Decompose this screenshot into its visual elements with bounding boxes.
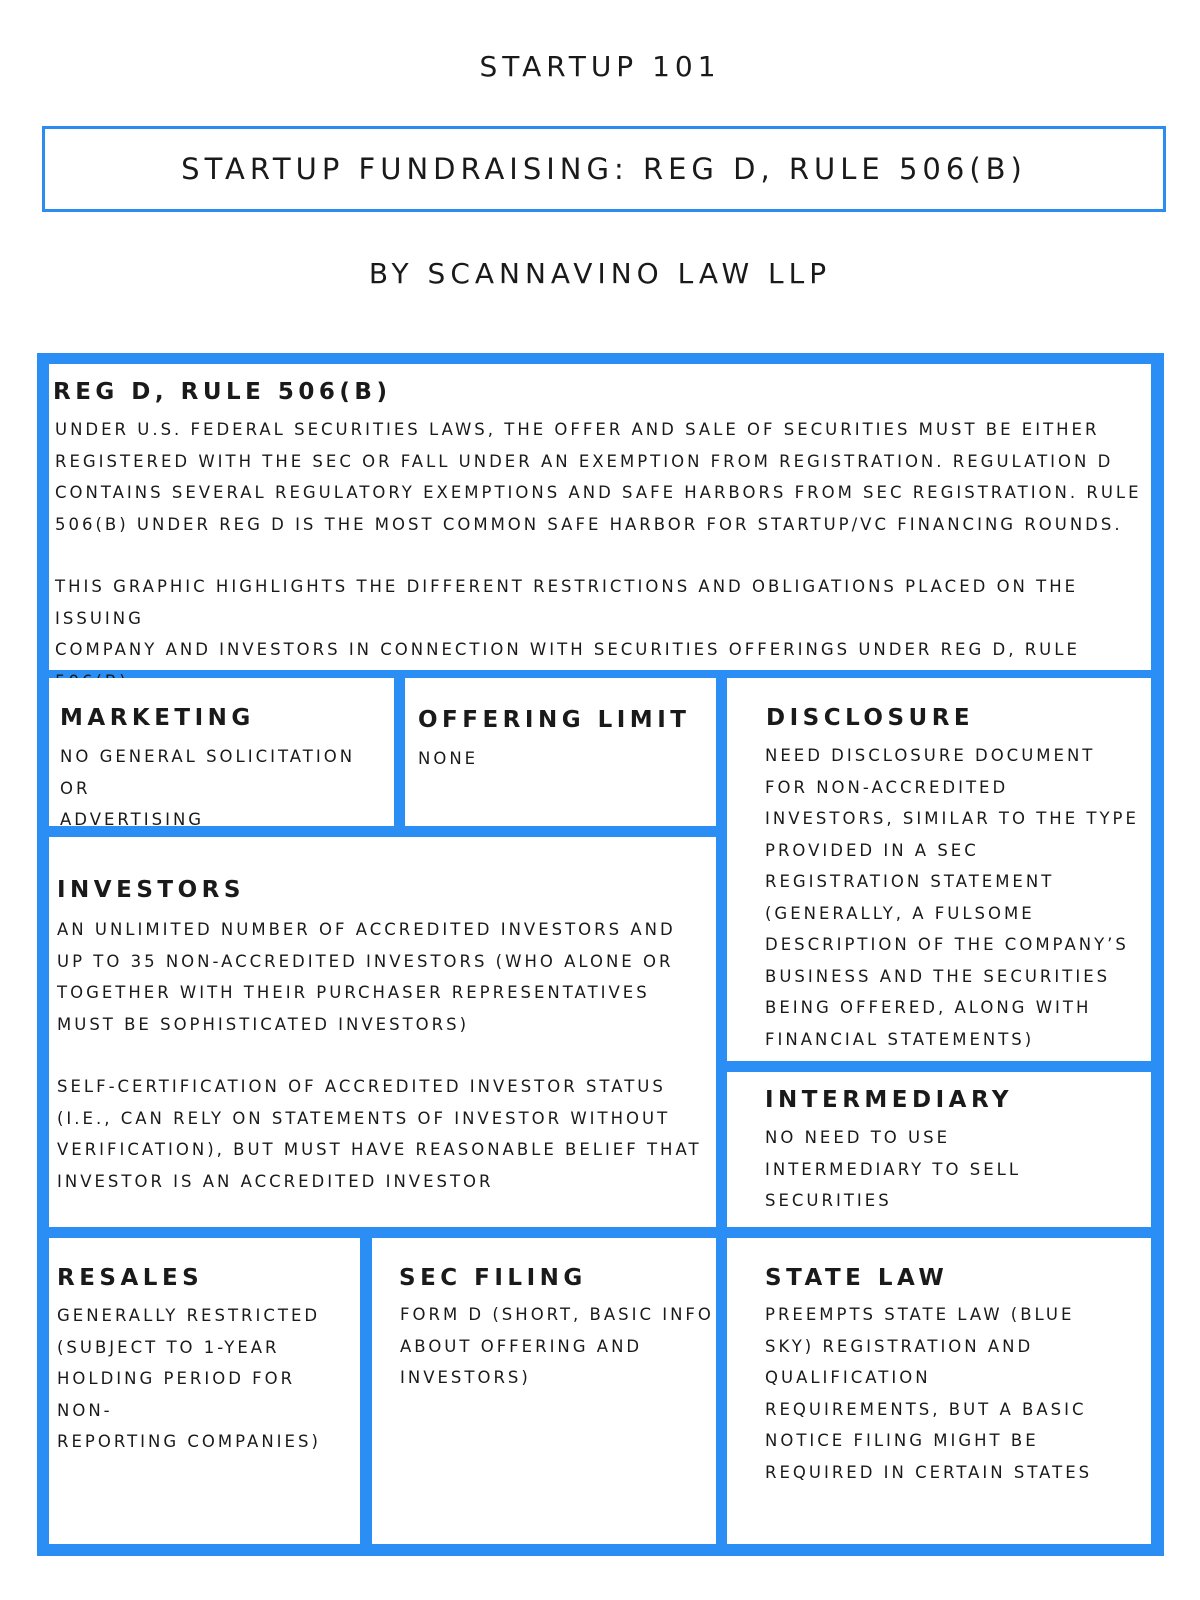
text-line: ABOUT OFFERING AND [400, 1336, 643, 1356]
resales-cell [49, 1238, 360, 1544]
text-line: BEING OFFERED, ALONG WITH [765, 998, 1092, 1017]
resales-heading: RESALES [57, 1265, 204, 1291]
disclosure-cell [727, 678, 1151, 1061]
text-line: REPORTING COMPANIES) [57, 1432, 321, 1451]
state-law-heading: STATE LAW [765, 1265, 949, 1291]
text-line: UP TO 35 NON-ACCREDITED INVESTORS (WHO ALONE OR [57, 951, 674, 971]
text-line: SECURITIES [765, 1191, 892, 1210]
text-line: NONE [418, 749, 479, 768]
offering-limit-heading: OFFERING LIMIT [418, 707, 691, 733]
text-line: NO NEED TO USE [765, 1128, 951, 1147]
text-line: NEED DISCLOSURE DOCUMENT [765, 746, 1096, 765]
text-line: NOTICE FILING MIGHT BE [765, 1431, 1039, 1450]
page-title: STARTUP FUNDRAISING: REG D, RULE 506(B) [181, 152, 1027, 186]
state-law-cell [727, 1238, 1151, 1544]
text-line: PREEMPTS STATE LAW (BLUE [765, 1305, 1075, 1324]
disclosure-heading: DISCLOSURE [766, 705, 975, 731]
text-line: QUALIFICATION [765, 1368, 931, 1387]
text-line: INVESTORS) [400, 1368, 531, 1387]
title-box [42, 126, 1166, 212]
intro-cell [49, 364, 1151, 670]
text-line: REGISTRATION STATEMENT [765, 872, 1055, 891]
text-line: UNDER U.S. FEDERAL SECURITIES LAWS, THE OFFER AND SALE OF SECURITIES MUST BE EITHER [55, 420, 1100, 439]
text-line: FOR NON-ACCREDITED [765, 777, 1009, 797]
text-line: COMPANY AND INVESTORS IN CONNECTION WITH SECURITIES OFFERINGS UNDER REG D, RULE [55, 640, 1080, 659]
text-line: 506(B) UNDER REG D IS THE MOST COMMON SAFE HARBOR FOR STARTUP/VC FINANCING ROUNDS. [55, 514, 1123, 534]
investors-paragraph-2 [57, 1071, 712, 1197]
text-line: SELF-CERTIFICATION OF ACCREDITED INVESTOR STATUS [57, 1077, 666, 1096]
byline: BY SCANNAVINO LAW LLP [368, 257, 832, 290]
marketing-heading: MARKETING [60, 705, 255, 731]
text-line: (I.E., CAN RELY ON STATEMENTS OF INVESTOR WITHOUT [57, 1108, 671, 1128]
text-line: SKY) REGISTRATION AND [765, 1336, 1034, 1356]
text-line: PROVIDED IN A SEC [765, 840, 979, 860]
offering-limit-cell [405, 678, 716, 826]
intermediary-heading: INTERMEDIARY [765, 1087, 1014, 1113]
text-line: INVESTORS, SIMILAR TO THE TYPE [765, 809, 1139, 828]
investors-cell [49, 837, 716, 1227]
sec-filing-heading: SEC FILING [399, 1265, 587, 1291]
text-line: (SUBJECT TO 1-YEAR [57, 1337, 280, 1357]
text-line: CONTAINS SEVERAL REGULATORY EXEMPTIONS AND SAFE HARBORS FROM SEC REGISTRATION. RULE [55, 483, 1142, 502]
text-line: REQUIREMENTS, BUT A BASIC [765, 1399, 1087, 1419]
text-line: DESCRIPTION OF THE COMPANY’S [765, 935, 1129, 954]
intro-heading: REG D, RULE 506(B) [53, 379, 392, 405]
investors-paragraph-1 [57, 914, 712, 1040]
text-line: HOLDING PERIOD FOR NON- [57, 1369, 296, 1420]
text-line: BUSINESS AND THE SECURITIES [765, 966, 1111, 986]
text-line: INTERMEDIARY TO SELL [765, 1159, 1022, 1179]
text-line: GENERALLY RESTRICTED [57, 1306, 321, 1325]
marketing-cell [49, 678, 394, 829]
text-line: THIS GRAPHIC HIGHLIGHTS THE DIFFERENT RESTRICTIONS AND OBLIGATIONS PLACED ON THE ISSUING [55, 577, 1079, 628]
text-line: AN UNLIMITED NUMBER OF ACCREDITED INVESTORS AND [57, 920, 676, 939]
text-line: VERIFICATION), BUT MUST HAVE REASONABLE BELIEF THAT [57, 1140, 702, 1159]
intro-paragraph-1 [55, 414, 1155, 540]
text-line: TOGETHER WITH THEIR PURCHASER REPRESENTATIVES [57, 983, 650, 1002]
text-line: FORM D (SHORT, BASIC INFO [400, 1305, 714, 1324]
text-line: FINANCIAL STATEMENTS) [765, 1029, 1035, 1049]
text-line: (GENERALLY, A FULSOME [765, 903, 1035, 923]
sec-filing-cell [372, 1238, 716, 1544]
investors-heading: INVESTORS [57, 877, 245, 903]
page-kicker: STARTUP 101 [479, 50, 721, 83]
text-line: NO GENERAL SOLICITATION OR [60, 747, 356, 798]
text-line: REGISTERED WITH THE SEC OR FALL UNDER AN EXEMPTION FROM REGISTRATION. REGULATION D [55, 451, 1114, 471]
text-line: INVESTOR IS AN ACCREDITED INVESTOR [57, 1171, 494, 1191]
text-line: ADVERTISING [60, 810, 205, 829]
text-line: MUST BE SOPHISTICATED INVESTORS) [57, 1014, 470, 1034]
intermediary-cell [727, 1072, 1151, 1227]
grid-frame [37, 353, 1164, 1556]
text-line: REQUIRED IN CERTAIN STATES [765, 1462, 1093, 1482]
